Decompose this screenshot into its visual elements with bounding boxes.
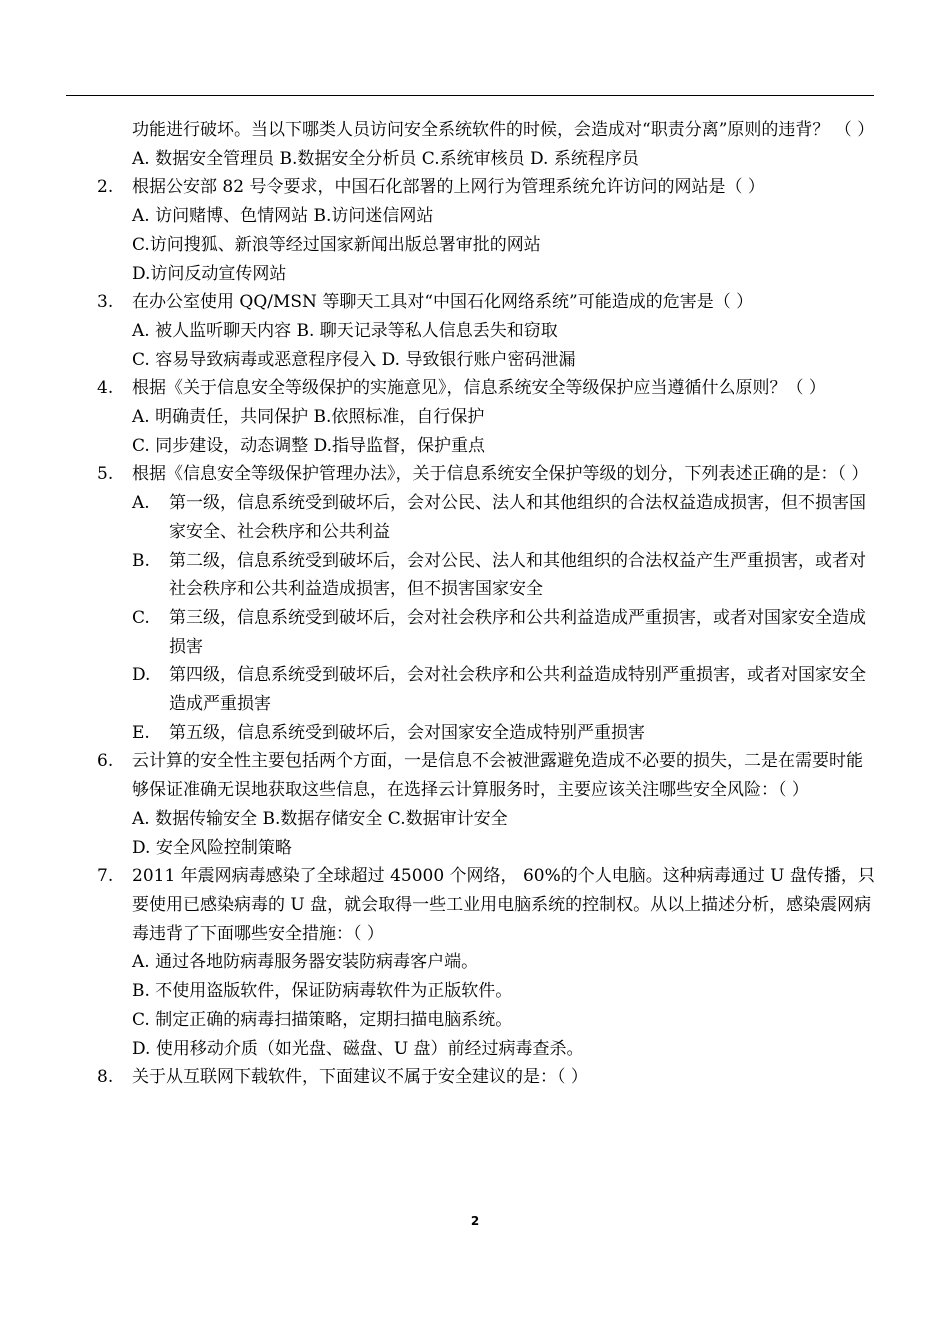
option-letter: A. <box>132 493 150 514</box>
question-text: 2011 年震网病毒感染了全球超过 45000 个网络， 60%的个人电脑。这种病毒通过 U 盘传播，只要使用已感染病毒的 U 盘，就会取得一些工业用电脑系统的控制权。从以上描述分析，感染震网病毒违背了下面哪些安全措施：（ ） <box>132 866 875 944</box>
question-text: 关于从互联网下载软件，下面建议不属于安全建议的是：（ ） <box>132 1067 588 1088</box>
question-number: 4. <box>97 378 114 399</box>
question-5-option-d <box>97 661 875 718</box>
question-number: 2. <box>97 177 114 198</box>
question-4-options-2: C. 同步建设，动态调整 D.指导监督，保护重点 <box>132 435 486 456</box>
question-4-options-1: A. 明确责任，共同保护 B.依照标准，自行保护 <box>132 407 485 428</box>
question-7-options-4: D. 使用移动介质（如光盘、磁盘、U 盘）前经过病毒查杀。 <box>132 1038 584 1059</box>
question-8 <box>97 1063 875 1092</box>
question-text: 根据公安部 82 号令要求，中国石化部署的上网行为管理系统允许访问的网站是（ ） <box>132 177 765 198</box>
question-5 <box>97 460 875 489</box>
question-7-options-2: B. 不使用盗版软件，保证防病毒软件为正版软件。 <box>132 981 513 1002</box>
document-body <box>97 116 875 1092</box>
question-text: 云计算的安全性主要包括两个方面，一是信息不会被泄露避免造成不必要的损失，二是在需要时能够保证准确无误地获取这些信息，在选择云计算服务时，主要应该关注哪些安全风险：（ ） <box>132 751 863 801</box>
question-text: 根据《关于信息安全等级保护的实施意见》，信息系统安全等级保护应当遵循什么原则？（ ） <box>132 378 826 399</box>
option-text: 第二级，信息系统受到破坏后，会对公民、法人和其他组织的合法权益产生严重损害，或者对社会秩序和公共利益造成损害，但不损害国家安全 <box>169 550 866 600</box>
question-number: 6. <box>97 751 114 772</box>
question-4 <box>97 374 875 403</box>
header-rule <box>66 95 874 96</box>
question-7-options-3: C. 制定正确的病毒扫描策略，定期扫描电脑系统。 <box>132 1009 513 1030</box>
question-2 <box>97 173 875 202</box>
question-number: 5. <box>97 464 114 485</box>
question-number: 8. <box>97 1067 114 1088</box>
question-3-options-1: A. 被人监听聊天内容 B. 聊天记录等私人信息丢失和窃取 <box>132 320 558 341</box>
question-3-options-2: C. 容易导致病毒或恶意程序侵入 D. 导致银行账户密码泄漏 <box>132 349 576 370</box>
question-text: 根据《信息安全等级保护管理办法》，关于信息系统安全保护等级的划分，下列表述正确的是：（ ） <box>132 464 869 485</box>
question-3 <box>97 288 875 317</box>
question-2-options-2: C.访问搜狐、新浪等经过国家新闻出版总署审批的网站 <box>132 234 541 255</box>
option-text: 第三级，信息系统受到破坏后，会对社会秩序和公共利益造成严重损害，或者对国家安全造成损害 <box>169 607 866 657</box>
option-text: 第一级，信息系统受到破坏后，会对公民、法人和其他组织的合法权益造成损害，但不损害国家安全、社会秩序和公共利益 <box>169 493 866 542</box>
question-number: 7. <box>97 866 114 887</box>
question-5-option-c <box>97 604 875 661</box>
question-number: 3. <box>97 292 114 313</box>
question-7-options-1: A. 通过各地防病毒服务器安装防病毒客户端。 <box>132 952 479 973</box>
question-6 <box>97 747 875 804</box>
question-5-option-b <box>97 547 875 604</box>
option-text: 第五级，信息系统受到破坏后，会对国家安全造成特别严重损害 <box>169 722 645 743</box>
continuation-text: 功能进行破坏。当以下哪类人员访问安全系统软件的时候，会造成对“职责分离”原则的违背？ （ ） <box>132 120 875 140</box>
option-letter: E. <box>132 722 150 743</box>
question-2-options-3: D.访问反动宣传网站 <box>132 263 287 284</box>
option-letter: D. <box>132 665 151 686</box>
question-6-options-2: D. 安全风险控制策略 <box>132 837 292 858</box>
option-letter: C. <box>132 607 150 628</box>
continuation-options: A. 数据安全管理员 B.数据安全分析员 C.系统审核员 D. 系统程序员 <box>132 148 639 169</box>
question-6-options-1: A. 数据传输安全 B.数据存储安全 C.数据审计安全 <box>132 808 508 829</box>
page-number: 2 <box>470 1214 480 1228</box>
question-text: 在办公室使用 QQ/MSN 等聊天工具对“中国石化网络系统”可能造成的危害是（ ） <box>132 292 754 313</box>
question-7 <box>97 862 875 948</box>
option-letter: B. <box>132 550 150 571</box>
question-5-option-a <box>97 489 875 546</box>
option-text: 第四级，信息系统受到破坏后，会对社会秩序和公共利益造成特别严重损害，或者对国家安全造成严重损害 <box>169 665 866 715</box>
question-2-options-1: A. 访问赌博、色情网站 B.访问迷信网站 <box>132 206 434 227</box>
question-5-option-e <box>97 719 875 748</box>
